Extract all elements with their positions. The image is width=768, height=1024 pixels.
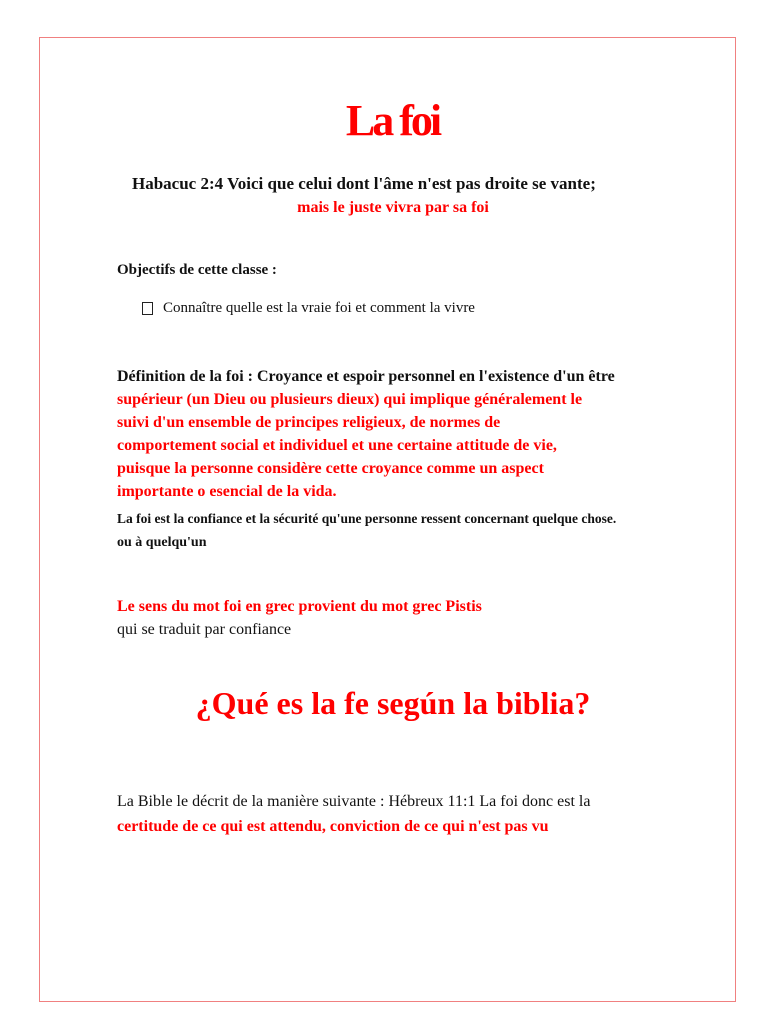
definition-paragraph [117,365,677,503]
greek-origin-statement: Le sens du mot foi en grec provient du mot grec Pistis [117,598,482,615]
objectives-heading: Objectifs de cette classe : [117,262,277,278]
bible-quote-intro: La Bible le décrit de la manière suivante : Hébreux 11:1 La foi donc est la [117,793,591,810]
objective-text: Connaître quelle est la vraie foi et comment la vivre [163,300,475,316]
greek-translation: qui se traduit par confiance [117,621,292,638]
definition-lead: Définition de la foi : Croyance et espoir personnel en l'existence d'un être [117,368,615,385]
definition-line: supérieur (un Dieu ou plusieurs dieux) qui implique généralement le [117,391,583,408]
confidence-statement: La foi est la confiance et la sécurité qu'une personne ressent concernant quelque chose. [117,511,617,526]
bible-quote-text: certitude de ce qui est attendu, conviction de ce qui n'est pas vu [117,818,549,835]
definition-line: importante o esencial de la vida. [117,483,337,500]
page-title: La foi [345,96,440,145]
confidence-continuation: ou à quelqu'un [117,535,207,550]
checkbox-icon [142,302,153,315]
objective-list-item [142,300,475,317]
verse-reference: Habacuc 2:4 Voici que celui dont l'âme n'est pas droite se vante; [132,174,596,193]
verse-continuation: mais le juste vivra par sa foi [297,199,489,216]
definition-line: comportement social et individuel et une certaine attitude de vie, [117,437,557,454]
definition-line: suivi d'un ensemble de principes religieux, de normes de [117,414,501,431]
section-question-heading: ¿Qué es la fe según la biblia? [195,685,591,721]
definition-line: puisque la personne considère cette croyance comme un aspect [117,460,544,477]
